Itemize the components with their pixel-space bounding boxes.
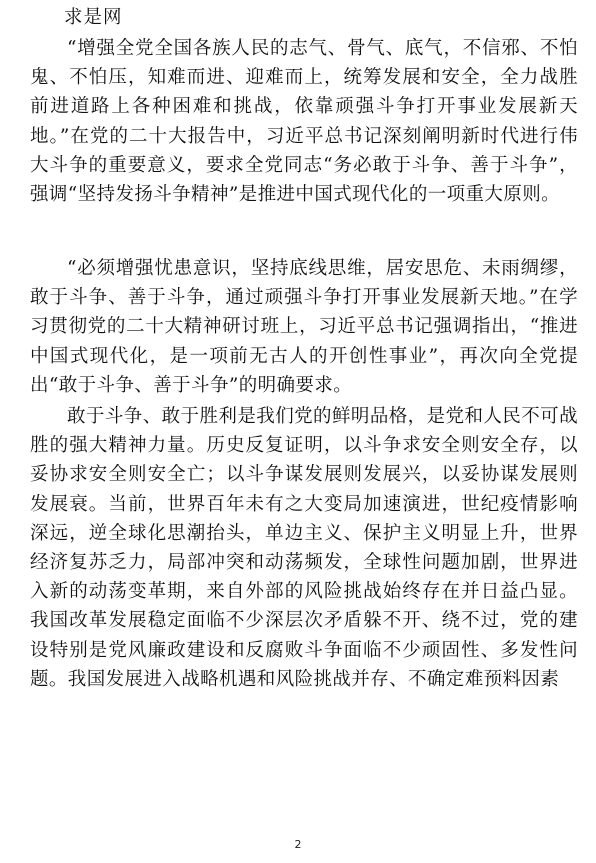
article-source: 求是网 [64, 7, 123, 28]
paragraph-3: 敢于斗争、敢于胜利是我们党的鲜明品格，是党和人民不可战胜的强大精神力量。历史反复证明，以斗争求安全则安全存，以妥协求安全则安全亡；以斗争谋发展则发展兴，以妥协谋发展则发展衰。当前，世界百年未有之大变局加速演进，世纪疫情影响深远，逆全球化思潮抬头，单边主义、保护主义明显上升，世界经济复苏乏力，局部冲突和动荡频发，全球性问题加剧，世界进入新的动荡变革期，来自外部的风险挑战始终存在并日益凸显。我国改革发展稳定面临不少深层次矛盾躲不开、绕不过，党的建设特别是党风廉政建设和反腐败斗争面临不少顽固性、多发性问题。我国发展进入战略机遇和风险挑战并存、不确定难预料因素 [30, 406, 578, 690]
paragraph-1: “增强全党全国各族人民的志气、骨气、底气，不信邪、不怕鬼、不怕压，知难而进、迎难而上，统筹发展和安全，全力战胜前进道路上各种困难和挑战，依靠顽强斗争打开事业发展新天地。”在党的二十大报告中，习近平总书记深刻阐明新时代进行伟大斗争的重要意义，要求全党同志“务必敢于斗争、善于斗争”，强调“坚持发扬斗争精神”是推进中国式现代化的一项重大原则。 [30, 38, 578, 206]
document-page [30, 0, 578, 863]
page-number: 2 [294, 838, 302, 851]
paragraph-2: “必须增强忧患意识，坚持底线思维，居安思危、未雨绸缪，敢于斗争、善于斗争，通过顽强斗争打开事业发展新天地。”在学习贯彻党的二十大精神研讨班上，习近平总书记强调指出，“推进中国式现代化，是一项前无古人的开创性事业”，再次向全党提出“敢于斗争、善于斗争”的明确要求。 [30, 258, 578, 396]
